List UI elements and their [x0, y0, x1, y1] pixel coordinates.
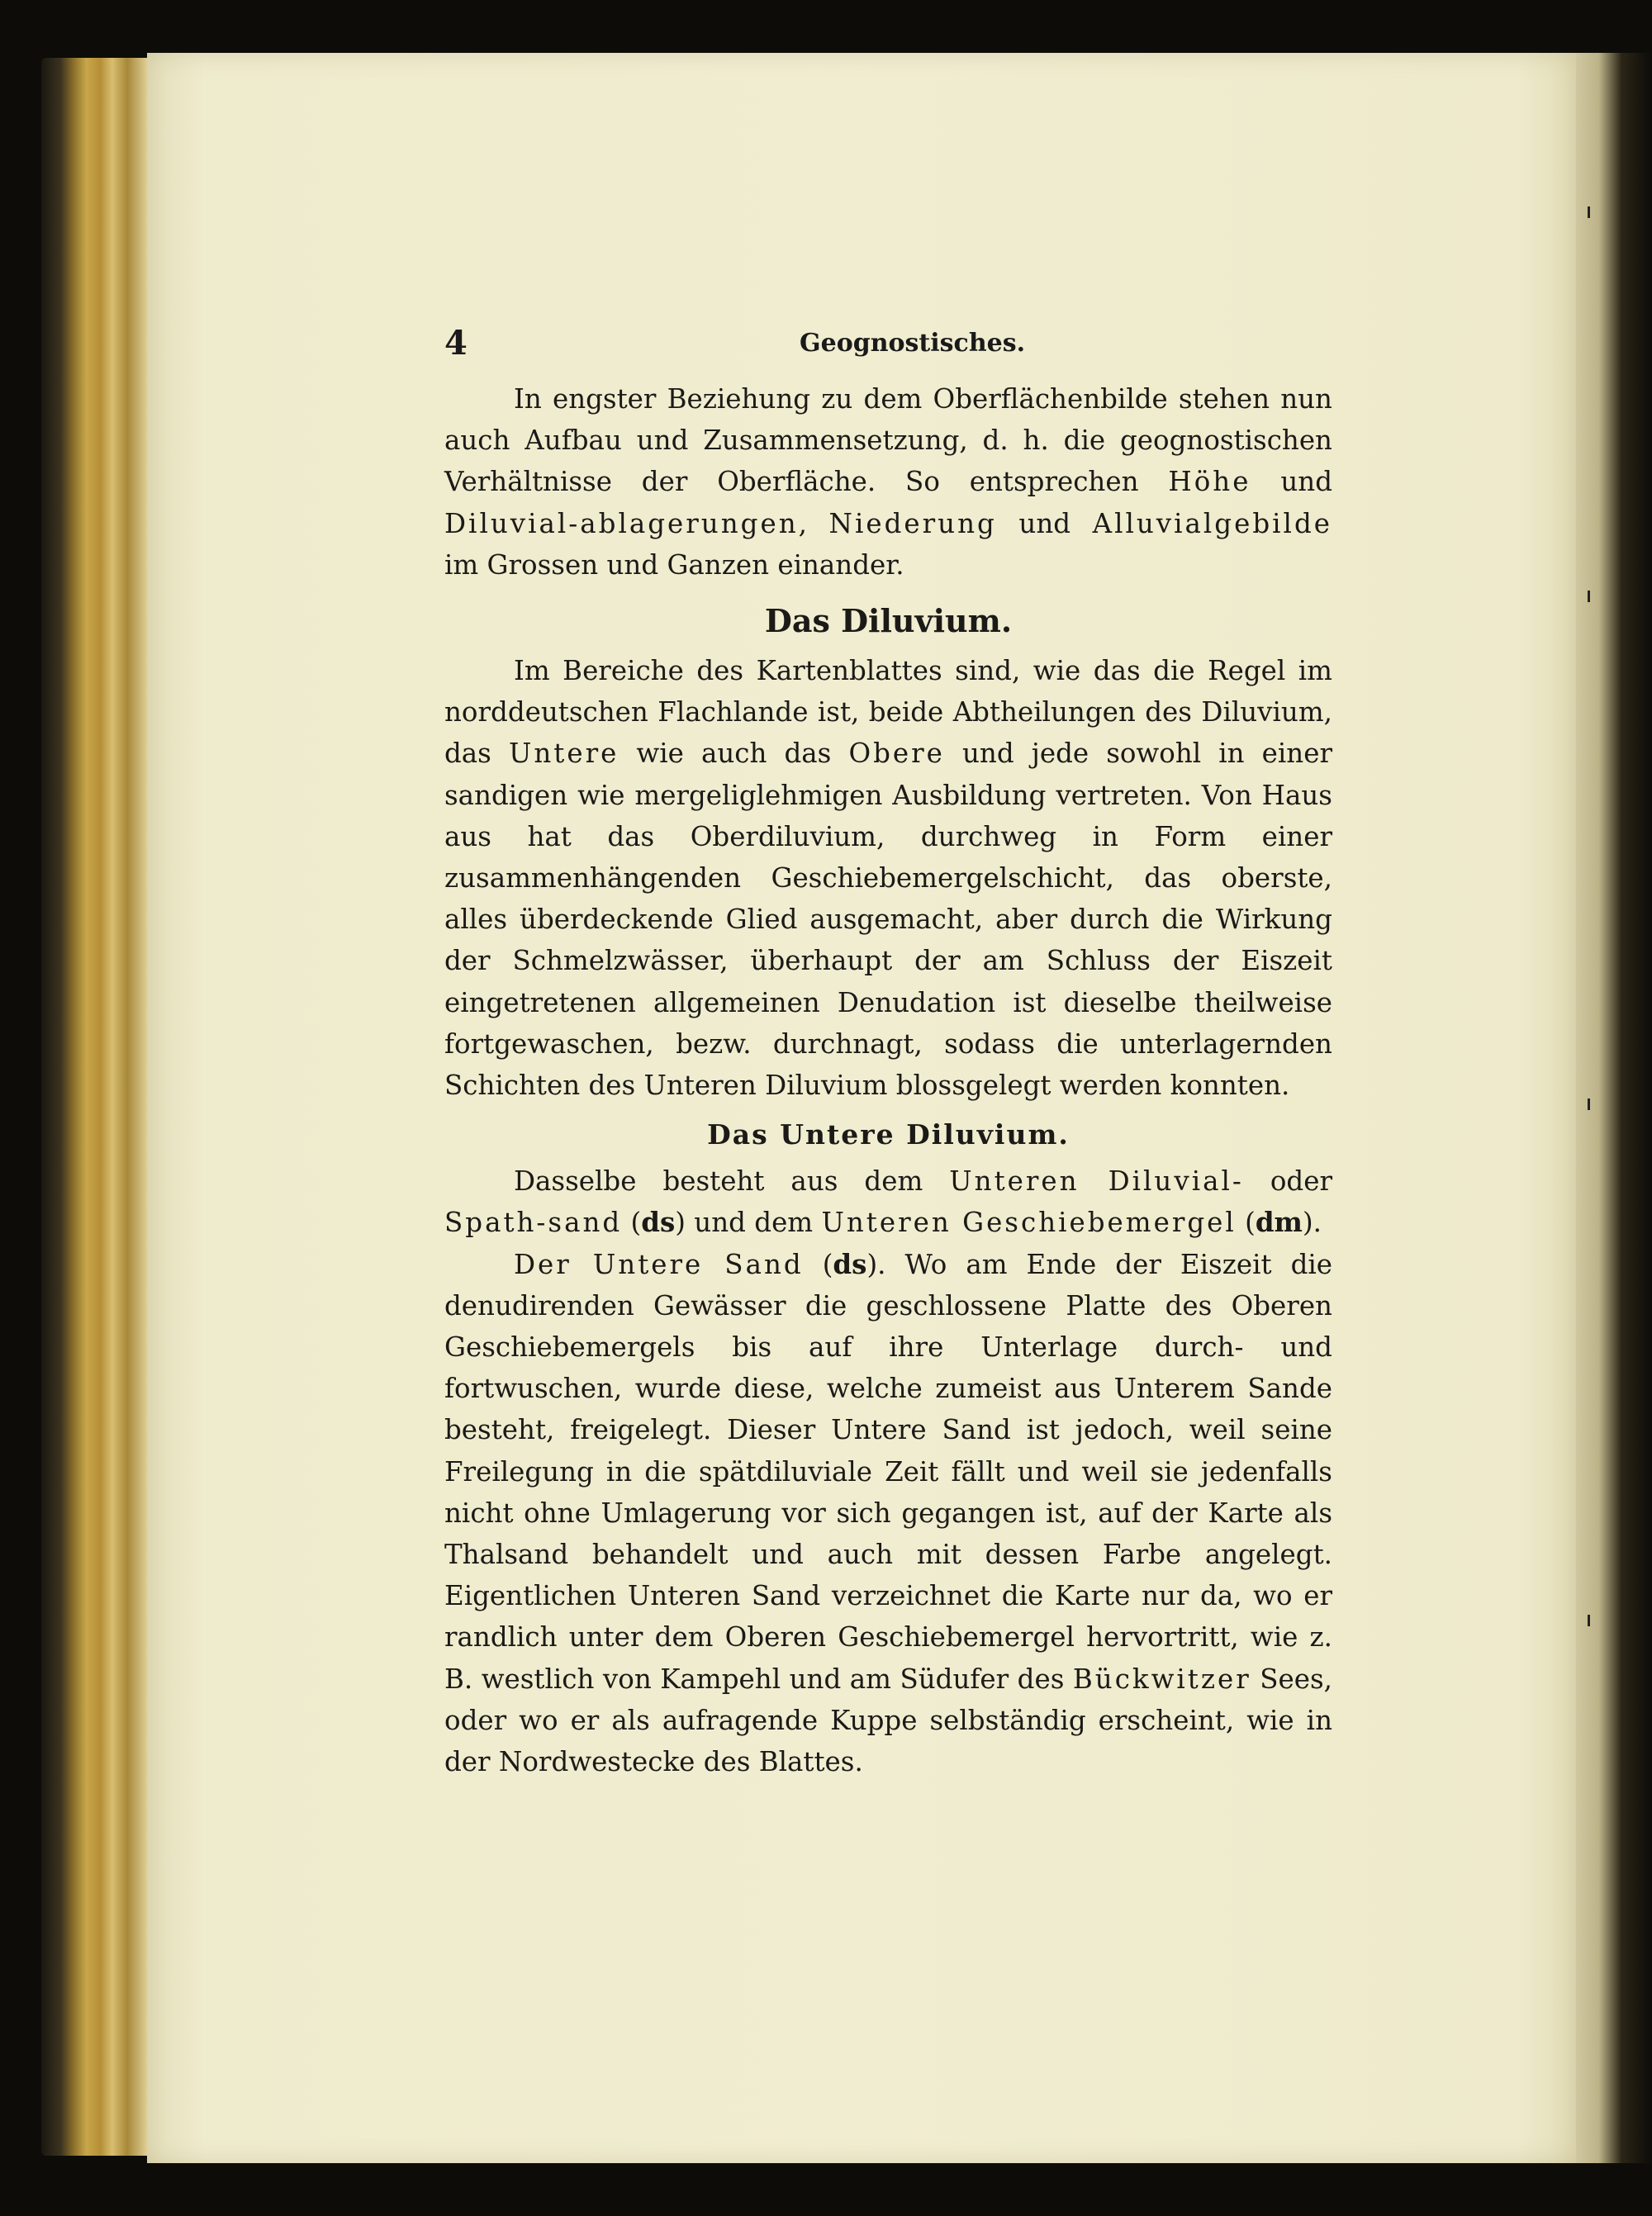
binding-stitch [1588, 1615, 1590, 1626]
binding-stitch [1588, 591, 1590, 602]
intro-paragraph: In engster Beziehung zu dem Oberflächenbilde stehen nun auch Aufbau und Zusammensetzung, d. h. die geognostischen Verhältnisse der Oberfläche. So entsprechen Höhe und Diluvial-ablagerungen, Niederung und Alluvialgebilde im Grossen und Ganzen einander. [444, 383, 1332, 581]
running-head [444, 324, 1336, 363]
section-paragraph: Im Bereiche des Kartenblattes sind, wie das die Regel im norddeutschen Flachlande ist, beide Abtheilungen des Diluvium, das Untere wie auch das Obere und jede sowohl in einer sandigen wie mergeliglehmigen Ausbildung vertreten. Von Haus aus hat das Oberdiluvium, durchweg in Form einer zusammenhängenden Geschiebemergelschicht, das oberste, alles überdeckende Glied ausgemacht, aber durch die Wirkung der Schmelzwässer, überhaupt der am Schluss der Eiszeit eingetretenen allgemeinen Denudation ist dieselbe theilweise fortgewaschen, bezw. durchnagt, sodass die unterlagernden Schichten des Unteren Diluvium blossgelegt werden konnten. [444, 655, 1332, 1102]
running-title: Geognostisches. [800, 329, 1026, 358]
book-edge [41, 58, 149, 2156]
section-heading: Das Diluvium. [764, 602, 1013, 640]
text-block [444, 378, 1332, 1782]
binding-stitch [1588, 1099, 1590, 1110]
subsection-heading: Das Untere Diluvium. [707, 1118, 1070, 1151]
page-number: 4 [444, 324, 468, 363]
binding-stitch [1588, 206, 1590, 218]
subsection-paragraph-2: Der Untere Sand (ds). Wo am Ende der Eiszeit die denudirenden Gewässer die geschlossene Platte des Oberen Geschiebemergels bis auf ihre Unterlage durch- und fortwuschen, wurde diese, welche zumeist aus Unterem Sande besteht, freigelegt. Dieser Untere Sand ist jedoch, weil seine Freilegung in die spätdiluviale Zeit fällt und weil sie jedenfalls nicht ohne Umlagerung vor sich gegangen ist, auf der Karte als Thalsand behandelt und auch mit dessen Farbe angelegt. Eigentlichen Unteren Sand verzeichnet die Karte nur da, wo er randlich unter dem Oberen Geschiebemergel hervortritt, wie z. B. westlich von Kampehl und am Südufer des Bückwitzer Sees, oder wo er als aufragende Kuppe selbständig erscheint, wie in der Nordwestecke des Blattes. [444, 1247, 1333, 1778]
subsection-paragraph-1: Dasselbe besteht aus dem Unteren Diluvial- oder Spath-sand (ds) und dem Unteren Geschiebemergel (dm). [444, 1165, 1332, 1239]
